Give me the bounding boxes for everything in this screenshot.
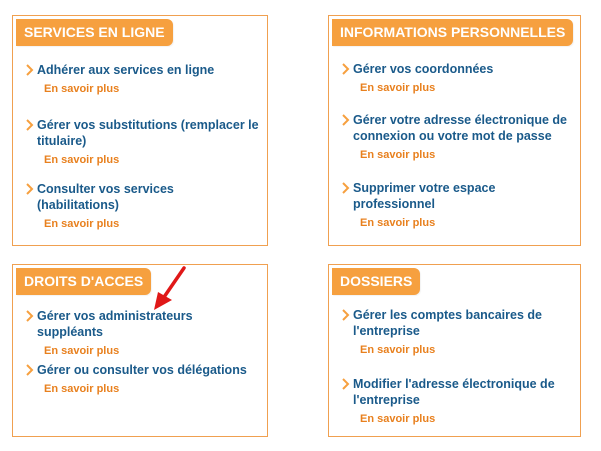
chevron-right-icon <box>25 310 35 322</box>
panel-dossiers <box>328 264 581 437</box>
panel-title: DROITS D'ACCES <box>16 268 151 295</box>
list-item <box>341 376 572 426</box>
list-item <box>25 117 259 167</box>
panel-droits-acces <box>12 264 268 437</box>
en-savoir-plus-link[interactable]: En savoir plus <box>44 83 120 95</box>
gerer-comptes-bancaires-link[interactable]: Gérer les comptes bancaires de l'entreprise <box>341 307 572 339</box>
list-item <box>341 307 572 357</box>
chevron-right-icon <box>25 64 35 76</box>
en-savoir-plus-link[interactable]: En savoir plus <box>44 383 120 395</box>
chevron-right-icon <box>341 378 351 390</box>
en-savoir-plus-link[interactable]: En savoir plus <box>44 218 120 230</box>
substitutions-link[interactable]: Gérer vos substitutions (remplacer le titulaire) <box>25 117 259 149</box>
en-savoir-plus-link[interactable]: En savoir plus <box>360 149 436 161</box>
gerer-delegations-link[interactable]: Gérer ou consulter vos délégations <box>25 362 259 378</box>
panel-title: DOSSIERS <box>332 268 420 295</box>
en-savoir-plus-link[interactable]: En savoir plus <box>44 345 120 357</box>
list-item <box>341 61 572 95</box>
panel-title: SERVICES EN LIGNE <box>16 19 173 46</box>
gerer-adresse-connexion-link[interactable]: Gérer votre adresse électronique de connexion ou votre mot de passe <box>341 112 572 144</box>
gerer-administrateurs-link[interactable]: Gérer vos administrateurs suppléants <box>25 308 259 340</box>
list-item <box>341 112 572 162</box>
en-savoir-plus-link[interactable]: En savoir plus <box>360 82 436 94</box>
en-savoir-plus-link[interactable]: En savoir plus <box>360 344 436 356</box>
chevron-right-icon <box>341 309 351 321</box>
panel-services-en-ligne <box>12 15 268 246</box>
chevron-right-icon <box>341 182 351 194</box>
chevron-right-icon <box>25 119 35 131</box>
en-savoir-plus-link[interactable]: En savoir plus <box>360 413 436 425</box>
gerer-coordonnees-link[interactable]: Gérer vos coordonnées <box>341 61 572 77</box>
list-item <box>341 180 572 230</box>
chevron-right-icon <box>341 114 351 126</box>
modifier-adresse-entreprise-link[interactable]: Modifier l'adresse électronique de l'entreprise <box>341 376 572 408</box>
panel-title: INFORMATIONS PERSONNELLES <box>332 19 573 46</box>
en-savoir-plus-link[interactable]: En savoir plus <box>44 154 120 166</box>
list-item <box>25 308 259 358</box>
adherer-link[interactable]: Adhérer aux services en ligne <box>25 62 259 78</box>
chevron-right-icon <box>25 183 35 195</box>
list-item <box>25 181 259 231</box>
list-item <box>25 62 259 96</box>
chevron-right-icon <box>25 364 35 376</box>
list-item <box>25 362 259 396</box>
panel-informations-personnelles <box>328 15 581 246</box>
red-arrow-icon <box>150 262 194 314</box>
supprimer-espace-link[interactable]: Supprimer votre espace professionnel <box>341 180 572 212</box>
chevron-right-icon <box>341 63 351 75</box>
consulter-services-link[interactable]: Consulter vos services (habilitations) <box>25 181 259 213</box>
en-savoir-plus-link[interactable]: En savoir plus <box>360 217 436 229</box>
